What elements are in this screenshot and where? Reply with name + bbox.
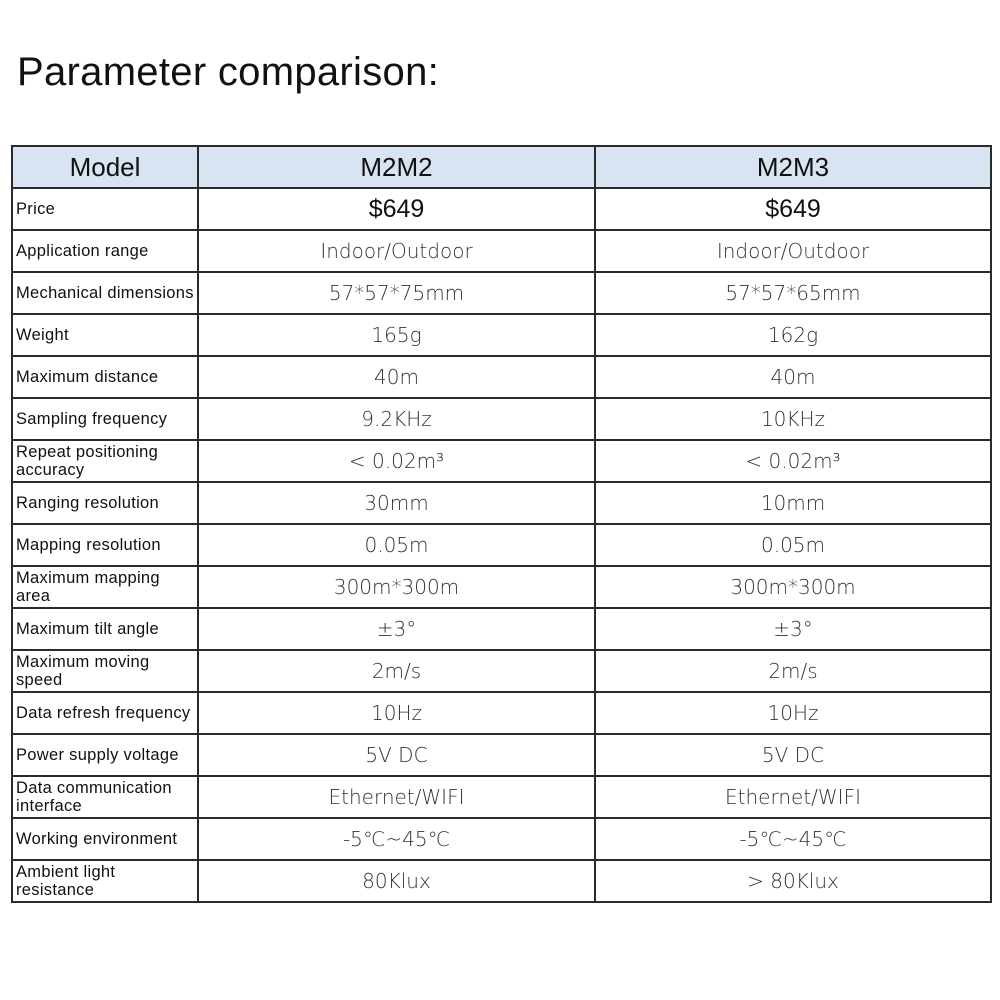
cell-m2m2-power-supply-voltage: 5V DC <box>198 734 595 776</box>
cell-m2m3-working-environment: -5℃~45℃ <box>595 818 991 860</box>
cell-m2m3-mapping-resolution: 0.05m <box>595 524 991 566</box>
cell-m2m2-mapping-resolution: 0.05m <box>198 524 595 566</box>
table-row <box>12 650 991 692</box>
cell-m2m3-maximum-tilt-angle: ±3° <box>595 608 991 650</box>
table-row <box>12 440 991 482</box>
cell-m2m2-maximum-tilt-angle: ±3° <box>198 608 595 650</box>
cell-m2m2-ranging-resolution: 30mm <box>198 482 595 524</box>
cell-m2m2-maximum-distance: 40m <box>198 356 595 398</box>
page-title: Parameter comparison: <box>17 50 440 94</box>
parameter-comparison-table <box>11 145 992 903</box>
table-row <box>12 524 991 566</box>
row-label-weight: Weight <box>12 314 198 356</box>
cell-m2m2-application-range: Indoor/Outdoor <box>198 230 595 272</box>
header-m2m2: M2M2 <box>198 146 595 188</box>
row-label-working-environment: Working environment <box>12 818 198 860</box>
table-row <box>12 818 991 860</box>
cell-m2m3-price: $649 <box>595 188 991 230</box>
row-label-mapping-resolution: Mapping resolution <box>12 524 198 566</box>
cell-m2m3-power-supply-voltage: 5V DC <box>595 734 991 776</box>
table-row <box>12 230 991 272</box>
row-label-ambient-light-resistance: Ambient light resistance <box>12 860 198 902</box>
row-label-mechanical-dimensions: Mechanical dimensions <box>12 272 198 314</box>
cell-m2m2-sampling-frequency: 9.2KHz <box>198 398 595 440</box>
table-header-row <box>12 146 991 188</box>
row-label-sampling-frequency: Sampling frequency <box>12 398 198 440</box>
cell-m2m3-sampling-frequency: 10KHz <box>595 398 991 440</box>
cell-m2m2-repeat-positioning-accuracy: < 0.02m³ <box>198 440 595 482</box>
row-label-application-range: Application range <box>12 230 198 272</box>
header-model: Model <box>12 146 198 188</box>
table-row <box>12 314 991 356</box>
cell-m2m3-application-range: Indoor/Outdoor <box>595 230 991 272</box>
cell-m2m2-price: $649 <box>198 188 595 230</box>
cell-m2m3-maximum-mapping-area: 300m*300m <box>595 566 991 608</box>
table-row <box>12 776 991 818</box>
table-row <box>12 566 991 608</box>
row-label-price: Price <box>12 188 198 230</box>
cell-m2m2-weight: 165g <box>198 314 595 356</box>
table-row <box>12 734 991 776</box>
cell-m2m3-maximum-distance: 40m <box>595 356 991 398</box>
row-label-ranging-resolution: Ranging resolution <box>12 482 198 524</box>
cell-m2m3-repeat-positioning-accuracy: < 0.02m³ <box>595 440 991 482</box>
row-label-maximum-mapping-area: Maximum mapping area <box>12 566 198 608</box>
table-row <box>12 608 991 650</box>
cell-m2m2-ambient-light-resistance: 80Klux <box>198 860 595 902</box>
cell-m2m2-working-environment: -5℃~45℃ <box>198 818 595 860</box>
table-row <box>12 692 991 734</box>
row-label-data-refresh-frequency: Data refresh frequency <box>12 692 198 734</box>
table-row <box>12 356 991 398</box>
cell-m2m2-maximum-moving-speed: 2m/s <box>198 650 595 692</box>
table-row <box>12 398 991 440</box>
row-label-maximum-distance: Maximum distance <box>12 356 198 398</box>
cell-m2m3-ambient-light-resistance: > 80Klux <box>595 860 991 902</box>
cell-m2m3-mechanical-dimensions: 57*57*65mm <box>595 272 991 314</box>
table-row <box>12 272 991 314</box>
row-label-maximum-tilt-angle: Maximum tilt angle <box>12 608 198 650</box>
row-label-maximum-moving-speed: Maximum moving speed <box>12 650 198 692</box>
cell-m2m3-weight: 162g <box>595 314 991 356</box>
cell-m2m3-data-refresh-frequency: 10Hz <box>595 692 991 734</box>
row-label-power-supply-voltage: Power supply voltage <box>12 734 198 776</box>
cell-m2m2-data-refresh-frequency: 10Hz <box>198 692 595 734</box>
row-label-data-communication-interface: Data communication interface <box>12 776 198 818</box>
cell-m2m2-maximum-mapping-area: 300m*300m <box>198 566 595 608</box>
cell-m2m2-data-communication-interface: Ethernet/WIFI <box>198 776 595 818</box>
row-label-repeat-positioning-accuracy: Repeat positioning accuracy <box>12 440 198 482</box>
cell-m2m2-mechanical-dimensions: 57*57*75mm <box>198 272 595 314</box>
table-row <box>12 860 991 902</box>
table-row <box>12 482 991 524</box>
cell-m2m3-ranging-resolution: 10mm <box>595 482 991 524</box>
table-row <box>12 188 991 230</box>
cell-m2m3-data-communication-interface: Ethernet/WIFI <box>595 776 991 818</box>
header-m2m3: M2M3 <box>595 146 991 188</box>
cell-m2m3-maximum-moving-speed: 2m/s <box>595 650 991 692</box>
